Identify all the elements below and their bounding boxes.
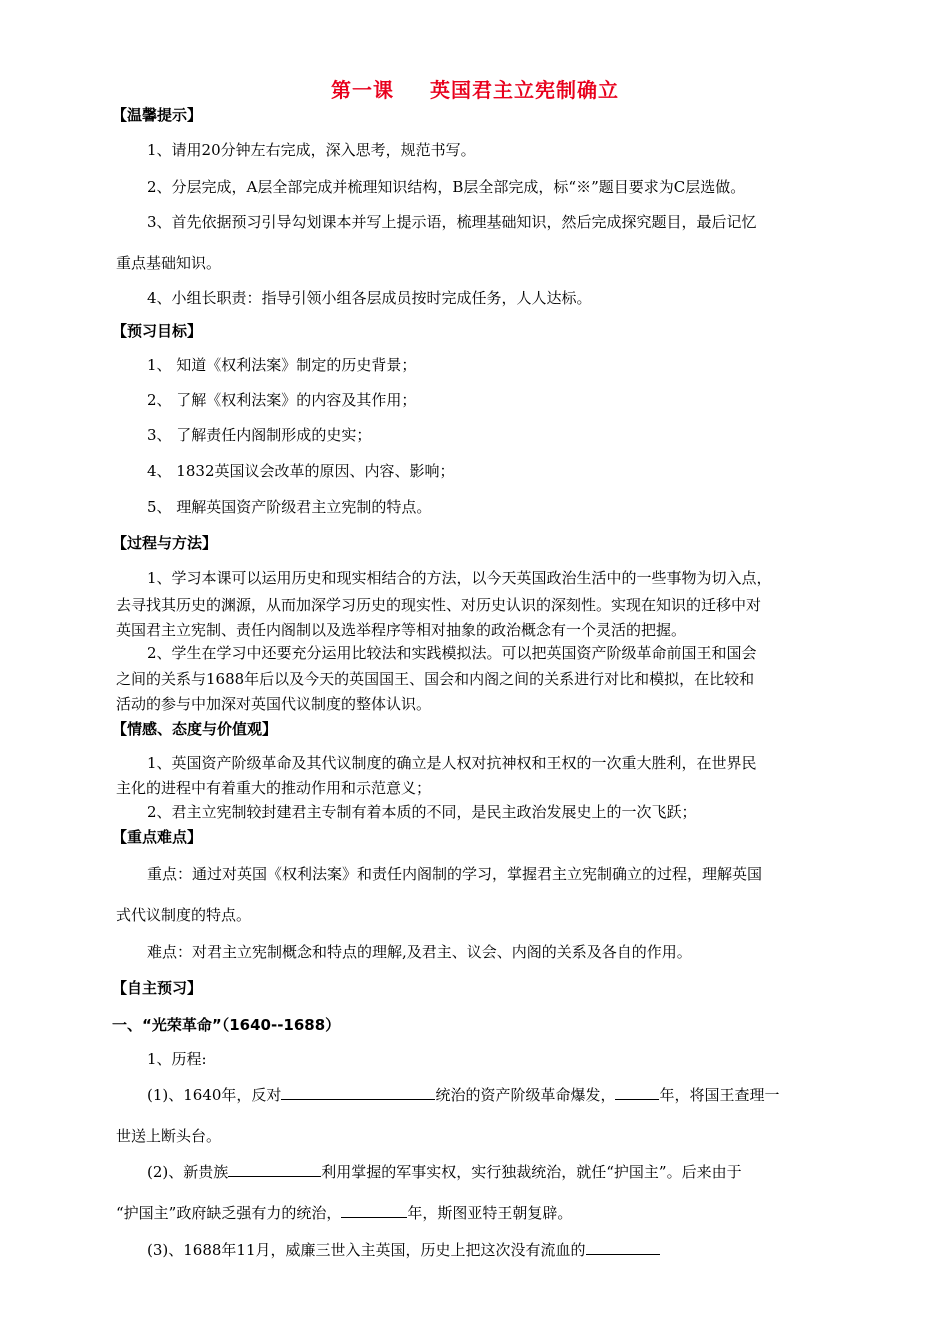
- question-2-text: (2)、新贵族: [147, 1163, 229, 1181]
- process-p1-line: 1、学习本课可以运用历史和现实相结合的方法，以今天英国政治生活中的一些事物为切入点，: [147, 569, 772, 587]
- goal-item: 4、 1832英国议会改革的原因、内容、影响；: [147, 462, 455, 480]
- question-2: [147, 1161, 742, 1182]
- goal-item: 2、 了解《权利法案》的内容及其作用；: [147, 391, 417, 409]
- keypoint-line-2: 难点：对君主立宪制概念和特点的理解,及君主、议会、内阁的关系及各自的作用。: [147, 943, 692, 961]
- tips-heading: 【温馨提示】: [112, 106, 203, 124]
- question-1-cont: 世送上断头台。: [116, 1127, 222, 1145]
- process-p1-line: 英国君主立宪制、责任内阁制以及选举程序等相对抽象的政治概念有一个灵活的把握。: [116, 621, 687, 639]
- question-2-text: 年，斯图亚特王朝复辟。: [407, 1204, 573, 1222]
- tips-line-3-cont: 重点基础知识。: [116, 254, 222, 272]
- values-line-1: 1、英国资产阶级革命及其代议制度的确立是人权对抗神权和王权的一次重大胜利，在世界民: [147, 754, 757, 772]
- goal-item: 5、 理解英国资产阶级君主立宪制的特点。: [147, 498, 432, 516]
- values-line-1-cont: 主化的进程中有着重大的推动作用和示范意义；: [116, 779, 432, 797]
- tips-line-3: 3、首先依据预习引导勾划课本并写上提示语，梳理基础知识，然后完成探究题目，最后记忆: [147, 213, 757, 231]
- question-1-text: (1)、1640年，反对: [147, 1086, 282, 1104]
- tips-line-2: 2、分层完成，A层全部完成并梳理知识结构，B层全部完成，标“※”题目要求为C层选做。: [147, 178, 746, 196]
- question-2-text: 利用掌握的军事实权，实行独裁统治，就任“护国主”。后来由于: [321, 1163, 742, 1181]
- lesson-name: 英国君主立宪制确立: [430, 78, 619, 102]
- keypoint-line-1: 重点：通过对英国《权利法案》和责任内阁制的学习，掌握君主立宪制确立的过程，理解英国: [147, 865, 763, 883]
- question-3-text: (3)、1688年11月，威廉三世入主英国，历史上把这次没有流血的: [147, 1241, 586, 1259]
- fill-blank[interactable]: [228, 1161, 321, 1177]
- tips-line-4: 4、小组长职责：指导引领小组各层成员按时完成任务，人人达标。: [147, 289, 592, 307]
- process-heading: 【过程与方法】: [112, 534, 218, 552]
- question-1-text: 年，将国王查理一: [659, 1086, 780, 1104]
- question-1: [147, 1084, 779, 1105]
- question-3: [147, 1239, 660, 1260]
- fill-blank[interactable]: [281, 1084, 435, 1100]
- fill-blank[interactable]: [615, 1084, 659, 1100]
- goal-item: 1、 知道《权利法案》制定的历史背景；: [147, 356, 417, 374]
- question-1-text: 统治的资产阶级革命爆发，: [435, 1086, 616, 1104]
- goals-heading: 【预习目标】: [112, 322, 203, 340]
- process-p2-line: 2、学生在学习中还要充分运用比较法和实践模拟法。可以把英国资产阶级革命前国王和国会: [147, 644, 757, 662]
- lesson-title: [0, 74, 950, 103]
- lesson-number: 第一课: [331, 78, 394, 102]
- keypoint-line-1-cont: 式代议制度的特点。: [116, 906, 252, 924]
- preview-heading: 【自主预习】: [112, 979, 203, 997]
- fill-blank[interactable]: [341, 1202, 407, 1218]
- goal-item: 3、 了解责任内阁制形成的史实；: [147, 426, 372, 444]
- process-p2-line: 活动的参与中加深对英国代议制度的整体认识。: [116, 695, 432, 713]
- question-2-text: “护国主”政府缺乏强有力的统治，: [116, 1204, 342, 1222]
- section-heading: 一、“光荣革命”（1640--1688）: [112, 1016, 341, 1034]
- process-p2-line: 之间的关系与1688年后以及今天的英国国王、国会和内阁之间的关系进行对比和模拟，在比较和: [116, 670, 755, 688]
- values-line-2: 2、君主立宪制较封建君主专制有着本质的不同，是民主政治发展史上的一次飞跃；: [147, 803, 697, 821]
- tips-line-1: 1、请用20分钟左右完成，深入思考，规范书写。: [147, 141, 476, 159]
- process-p1-line: 去寻找其历史的渊源，从而加深学习历史的现实性、对历史认识的深刻性。实现在知识的迁移中对: [116, 596, 762, 614]
- values-heading: 【情感、态度与价值观】: [112, 720, 278, 738]
- keypoints-heading: 【重点难点】: [112, 828, 203, 846]
- question-2-cont: [116, 1202, 572, 1223]
- fill-blank[interactable]: [586, 1239, 660, 1255]
- course-label: 1、历程:: [147, 1050, 207, 1068]
